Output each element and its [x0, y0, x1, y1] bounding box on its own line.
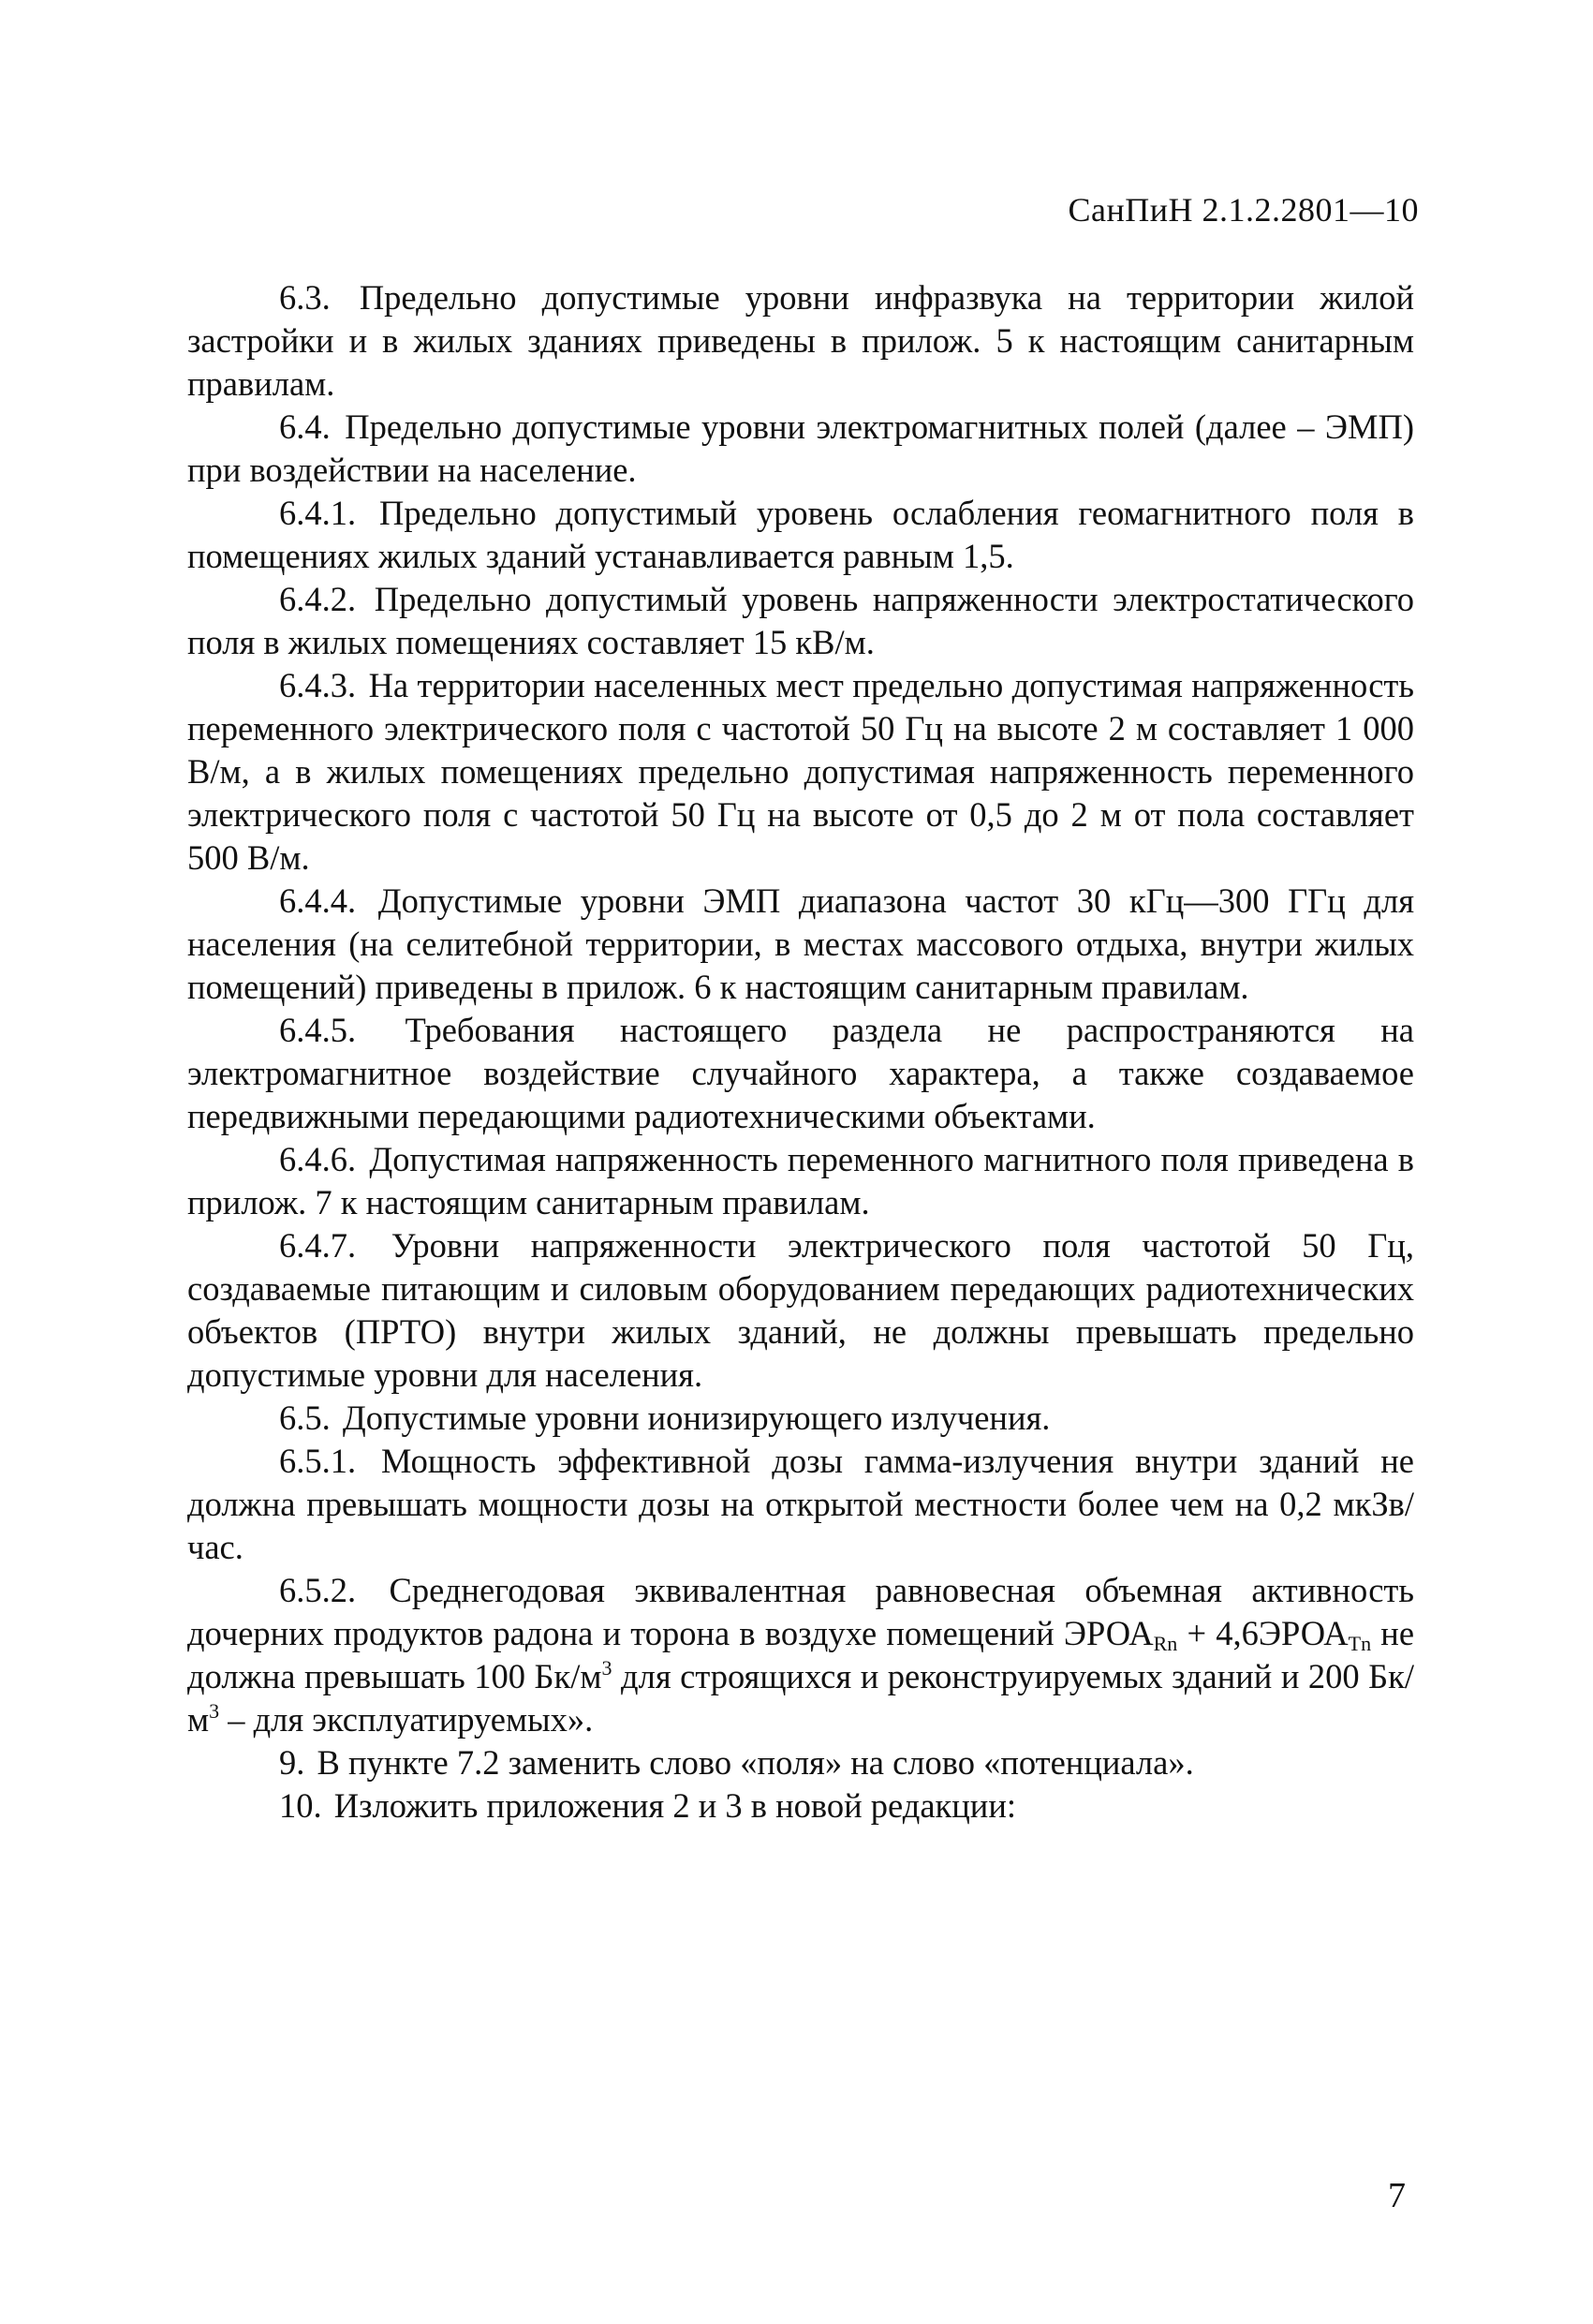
paragraph-6-5-1: [187, 1440, 1414, 1569]
paragraph-number: 6.5.2.: [279, 1571, 357, 1609]
paragraph-6-4: [187, 406, 1414, 492]
paragraph-number: 10.: [279, 1786, 322, 1825]
paragraph-number: 9.: [279, 1743, 305, 1782]
paragraph-number: 6.4.5.: [279, 1011, 357, 1049]
body-text: [187, 276, 1414, 1828]
superscript-cubed: 3: [601, 1656, 612, 1680]
paragraph-number: 6.5.1.: [279, 1442, 357, 1480]
paragraph-6-5-2: [187, 1569, 1414, 1741]
paragraph-6-4-4: [187, 880, 1414, 1009]
paragraph-text: Изложить приложения 2 и 3 в новой редакции:: [333, 1786, 1017, 1825]
paragraph-text-start: Среднегодовая эквивалентная равновесная объемная активность дочерних продуктов радона и торона в воздухе помещений ЭРОА: [187, 1571, 1415, 1652]
paragraph-number: 6.4.: [279, 407, 331, 446]
paragraph-number: 6.4.3.: [279, 666, 357, 704]
paragraph-text-mid: не должна превышать 100 Бк/м: [187, 1614, 1415, 1695]
paragraph-9: [187, 1741, 1414, 1784]
paragraph-6-4-6: [187, 1138, 1414, 1224]
paragraph-6-4-3: [187, 664, 1414, 880]
paragraph-text: В пункте 7.2 заменить слово «поля» на слово «потенциала».: [317, 1743, 1194, 1782]
paragraph-number: 6.5.: [279, 1399, 331, 1437]
paragraph-6-5: [187, 1397, 1414, 1440]
page-number: 7: [1388, 2176, 1406, 2215]
paragraph-10: [187, 1784, 1414, 1828]
paragraph-text: На территории населенных мест предельно допустимая напряженность переменного электрического поля с частотой 50 Гц на высоте 2 м составляет 1 000 В/м, а в жилых помещениях предельно допустимая напряженность переменного электрического поля с частотой 50 Гц на высоте от 0,5 до 2 м от пола составляет 500 В/м.: [187, 666, 1414, 877]
paragraph-6-4-2: [187, 578, 1414, 664]
paragraph-6-4-1: [187, 492, 1414, 578]
paragraph-text: Уровни напряженности электрического поля частотой 50 Гц, создаваемые питающим и силовым оборудованием передающих радиотехнических объектов (ПРТО) внутри жилых зданий, не должны превышать предельно допустимые уровни для населения.: [187, 1226, 1414, 1394]
paragraph-number: 6.4.2.: [279, 580, 357, 618]
paragraph-number: 6.4.6.: [279, 1140, 357, 1178]
paragraph-text-mid: для строящихся и реконструируемых зданий и 200 Бк/м: [187, 1657, 1415, 1739]
paragraph-number: 6.4.1.: [279, 494, 357, 532]
paragraph-number: 6.3.: [279, 278, 331, 317]
subscript-tn: Tn: [1348, 1632, 1372, 1655]
paragraph-text: Допустимые уровни ЭМП диапазона частот 30 кГц—300 ГГц для населения (на селитебной территории, в местах массового отдыха, внутри жилых помещений) приведены в прилож. 6 к настоящим санитарным правилам.: [187, 881, 1414, 1006]
paragraph-text: Допустимая напряженность переменного магнитного поля приведена в прилож. 7 к настоящим санитарным правилам.: [187, 1140, 1414, 1221]
paragraph-text: Предельно допустимый уровень ослабления геомагнитного поля в помещениях жилых зданий устанавливается равным 1,5.: [187, 494, 1414, 575]
paragraph-text: Предельно допустимые уровни электромагнитных полей (далее – ЭМП) при воздействии на население.: [187, 407, 1414, 489]
paragraph-number: 6.4.4.: [279, 881, 357, 920]
paragraph-text: Предельно допустимые уровни инфразвука на территории жилой застройки и в жилых зданиях приведены в прилож. 5 к настоящим санитарным правилам.: [187, 278, 1414, 403]
superscript-cubed: 3: [209, 1699, 220, 1723]
paragraph-text: Требования настоящего раздела не распространяются на электромагнитное воздействие случайного характера, а также создаваемое передвижными передающими радиотехническими объектами.: [187, 1011, 1414, 1135]
running-head: СанПиН 2.1.2.2801—10: [1068, 191, 1419, 229]
paragraph-6-3: [187, 276, 1414, 406]
paragraph-6-4-5: [187, 1009, 1414, 1138]
paragraph-6-4-7: [187, 1224, 1414, 1397]
paragraph-text: Допустимые уровни ионизирующего излучения.: [342, 1399, 1051, 1437]
paragraph-text-mid: + 4,6ЭРОА: [1177, 1614, 1349, 1652]
paragraph-text: Мощность эффективной дозы гамма-излучения внутри зданий не должна превышать мощности дозы на открытой местности более чем на 0,2 мкЗв/час.: [187, 1442, 1414, 1566]
subscript-rn: Rn: [1153, 1632, 1178, 1655]
paragraph-number: 6.4.7.: [279, 1226, 357, 1265]
paragraph-text: Предельно допустимый уровень напряженности электростатического поля в жилых помещениях составляет 15 кВ/м.: [187, 580, 1415, 661]
paragraph-text-end: – для эксплуатируемых».: [219, 1700, 594, 1739]
